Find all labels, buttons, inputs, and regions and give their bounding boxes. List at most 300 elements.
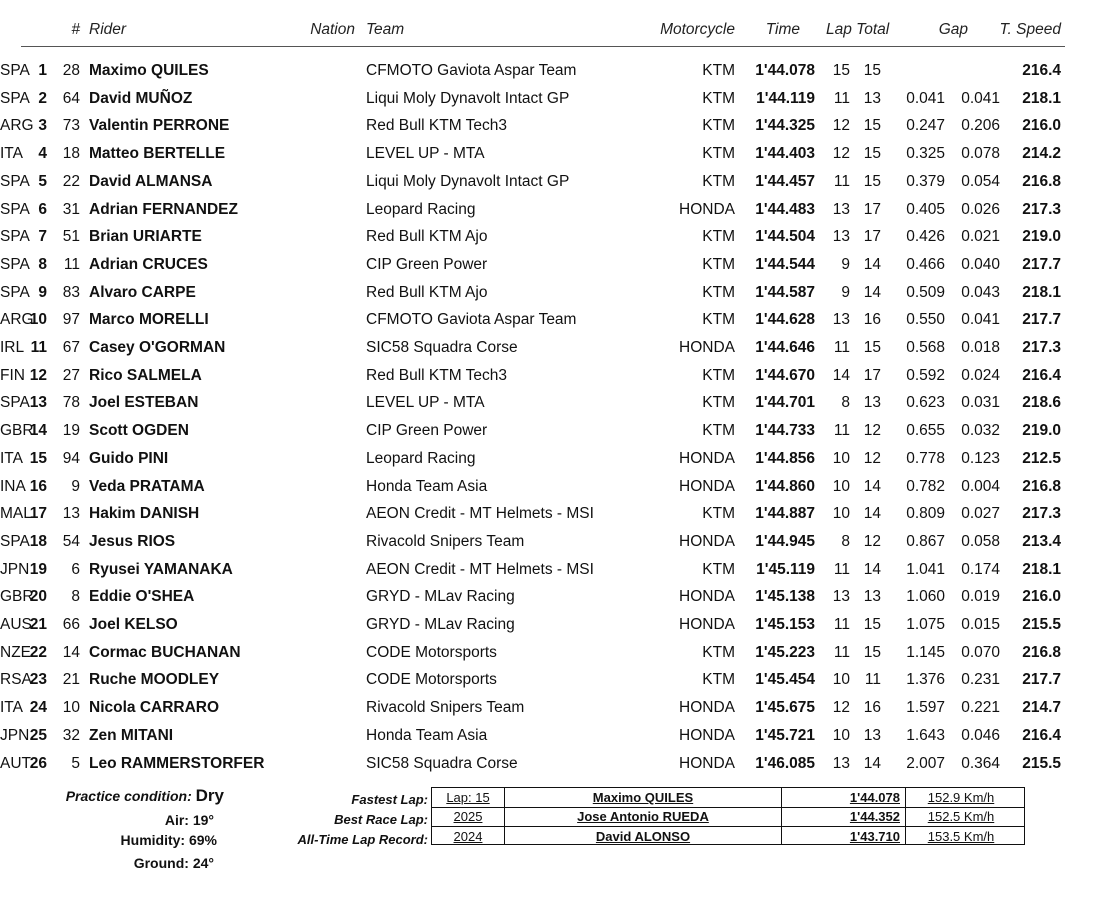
- lap-time: 1'44.646: [755, 339, 815, 356]
- nation: SPA: [0, 394, 30, 412]
- lap-time: 1'44.078: [755, 62, 815, 79]
- best-lap: 10: [832, 671, 850, 689]
- position: 6: [38, 200, 47, 218]
- gap-to-first: 0.247: [906, 117, 945, 135]
- practice-condition-value: Dry: [195, 786, 224, 805]
- motorcycle: HONDA: [679, 754, 735, 772]
- lap-time: 1'45.721: [755, 726, 815, 744]
- top-speed: 217.7: [1022, 311, 1061, 329]
- gap-to-previous: 0.004: [961, 477, 1000, 495]
- gap-to-previous: 0.040: [961, 255, 1000, 273]
- rider-name: Alvaro CARPE: [89, 283, 196, 301]
- best-race-lap-label: Best Race Lap:: [334, 812, 428, 827]
- nation: SPA: [0, 172, 30, 190]
- gap-to-previous: 0.043: [961, 283, 1000, 301]
- header-number: #: [71, 21, 80, 38]
- best-lap: 11: [833, 422, 850, 440]
- rider-name: Matteo BERTELLE: [89, 145, 226, 163]
- motorcycle: HONDA: [679, 588, 735, 606]
- position: 17: [29, 505, 47, 523]
- total-laps: 14: [863, 255, 881, 273]
- record-row-all-time: [432, 825, 1024, 845]
- best-lap: 8: [841, 394, 850, 412]
- total-laps: 16: [863, 311, 881, 329]
- gap-to-first: 0.325: [906, 145, 945, 163]
- team: CODE Motorsports: [366, 671, 497, 689]
- nation: FIN: [0, 366, 25, 384]
- top-speed: 219.0: [1022, 228, 1061, 246]
- fastest-lap-label: Fastest Lap:: [351, 792, 428, 807]
- team: Liqui Moly Dynavolt Intact GP: [366, 89, 570, 107]
- total-laps: 12: [863, 422, 881, 440]
- gap-to-first: 1.145: [906, 643, 945, 661]
- nation: INA: [0, 477, 26, 495]
- gap-to-first: 0.778: [906, 449, 945, 467]
- top-speed: 214.2: [1022, 145, 1061, 163]
- motorcycle: KTM: [702, 311, 735, 329]
- nation: SPA: [0, 62, 30, 79]
- table-row: [0, 85, 1102, 112]
- motorcycle: HONDA: [679, 449, 735, 467]
- rider-number: 11: [63, 255, 80, 273]
- team: GRYD - MLav Racing: [366, 588, 515, 606]
- position: 5: [38, 172, 47, 190]
- record-time: 1'44.352: [849, 809, 900, 824]
- position: 19: [29, 560, 47, 578]
- top-speed: 217.7: [1022, 671, 1061, 689]
- nation: SPA: [0, 255, 30, 273]
- rider-name: Adrian FERNANDEZ: [89, 200, 238, 218]
- practice-condition-label: Practice condition:: [65, 788, 192, 804]
- gap-to-first: 1.376: [906, 671, 945, 689]
- top-speed: 219.0: [1022, 422, 1061, 440]
- top-speed: 216.4: [1022, 726, 1061, 744]
- lap-time: 1'46.085: [755, 754, 815, 772]
- best-lap: 13: [832, 588, 850, 606]
- motorcycle: HONDA: [679, 200, 735, 218]
- motorcycle: KTM: [702, 172, 735, 190]
- best-lap: 9: [841, 255, 850, 273]
- position: 23: [29, 671, 47, 689]
- position: 12: [29, 366, 47, 384]
- record-rider: Jose Antonio RUEDA: [577, 809, 709, 824]
- rider-name: Casey O'GORMAN: [89, 339, 226, 356]
- nation: GBR: [0, 588, 34, 606]
- team: LEVEL UP - MTA: [366, 394, 485, 412]
- lap-time: 1'44.325: [755, 117, 815, 135]
- table-row: [0, 528, 1102, 555]
- top-speed: 217.3: [1022, 200, 1061, 218]
- position: 4: [38, 145, 47, 163]
- gap-to-first: 2.007: [906, 754, 945, 772]
- record-row-best-race-lap: [432, 805, 1024, 825]
- motorcycle: HONDA: [679, 699, 735, 717]
- nation: ITA: [0, 699, 23, 717]
- total-laps: 13: [863, 89, 881, 107]
- best-lap: 13: [832, 311, 850, 329]
- team: Liqui Moly Dynavolt Intact GP: [366, 172, 570, 190]
- nation: MAL: [0, 505, 32, 523]
- header-gap: Gap: [938, 21, 968, 38]
- rider-name: David ALMANSA: [89, 172, 213, 190]
- header-team: Team: [366, 21, 405, 38]
- gap-to-first: 0.655: [906, 422, 945, 440]
- top-speed: 218.1: [1022, 283, 1061, 301]
- records-table: [431, 787, 1025, 845]
- motorcycle: HONDA: [679, 532, 735, 550]
- total-laps: 15: [863, 117, 881, 135]
- rider-number: 28: [62, 62, 80, 79]
- rider-number: 6: [71, 560, 80, 578]
- header-nation: Nation: [310, 21, 355, 38]
- table-row: [0, 140, 1102, 167]
- top-speed: 213.4: [1022, 532, 1061, 550]
- rider-number: 5: [71, 754, 80, 772]
- lap-time: 1'44.504: [755, 228, 815, 246]
- position: 24: [29, 699, 47, 717]
- position: 8: [38, 255, 47, 273]
- rider-name: David MUÑOZ: [89, 89, 193, 107]
- gap-to-first: 1.597: [906, 699, 945, 717]
- table-row: [0, 334, 1102, 361]
- best-lap: 14: [832, 366, 850, 384]
- gap-to-previous: 0.041: [961, 311, 1000, 329]
- top-speed: 218.6: [1022, 394, 1061, 412]
- gap-to-first: 0.041: [906, 89, 945, 107]
- air-temperature: Air: 19°: [164, 812, 214, 828]
- table-row: [0, 251, 1102, 278]
- motorcycle: KTM: [702, 89, 735, 107]
- motorcycle: KTM: [702, 255, 735, 273]
- team: CFMOTO Gaviota Aspar Team: [366, 62, 577, 79]
- best-lap: 9: [841, 283, 850, 301]
- top-speed: 218.1: [1022, 89, 1061, 107]
- table-row: [0, 556, 1102, 583]
- table-row: [0, 445, 1102, 472]
- best-lap: 11: [833, 643, 850, 661]
- table-row: [0, 168, 1102, 195]
- rider-number: 83: [62, 283, 80, 301]
- table-row: [0, 57, 1102, 84]
- rider-name: Guido PINI: [89, 449, 169, 467]
- nation: SPA: [0, 200, 30, 218]
- total-laps: 12: [863, 532, 881, 550]
- gap-to-previous: 0.027: [961, 505, 1000, 523]
- rider-name: Valentin PERRONE: [89, 117, 230, 135]
- total-laps: 15: [863, 643, 881, 661]
- top-speed: 216.4: [1022, 366, 1061, 384]
- record-speed: 152.5 Km/h: [927, 809, 995, 824]
- top-speed: 216.0: [1022, 588, 1061, 606]
- gap-to-first: 0.623: [906, 394, 945, 412]
- motorcycle: KTM: [702, 145, 735, 163]
- top-speed: 216.8: [1022, 172, 1061, 190]
- gap-to-previous: 0.026: [961, 200, 1000, 218]
- position: 18: [29, 532, 47, 550]
- best-lap: 10: [832, 505, 850, 523]
- position: 1: [38, 62, 47, 79]
- position: 26: [29, 754, 47, 772]
- top-speed: 216.8: [1022, 643, 1061, 661]
- rider-number: 54: [62, 532, 80, 550]
- rider-name: Eddie O'SHEA: [89, 588, 195, 606]
- header-motorcycle: Motorcycle: [660, 21, 735, 38]
- team: AEON Credit - MT Helmets - MSI: [366, 505, 594, 523]
- rider-name: Joel ESTEBAN: [89, 394, 199, 412]
- team: Red Bull KTM Tech3: [366, 117, 507, 135]
- top-speed: 217.3: [1022, 505, 1061, 523]
- total-laps: 14: [863, 505, 881, 523]
- nation: ARG: [0, 117, 34, 135]
- header-time: Time: [765, 21, 800, 38]
- rider-number: 22: [62, 172, 80, 190]
- lap-time: 1'44.670: [755, 366, 815, 384]
- gap-to-first: 0.405: [906, 200, 945, 218]
- lap-time: 1'44.587: [755, 283, 815, 301]
- total-laps: 14: [863, 560, 881, 578]
- motorcycle: HONDA: [679, 339, 735, 356]
- gap-to-first: 0.426: [906, 228, 945, 246]
- rider-number: 78: [62, 394, 80, 412]
- rider-number: 8: [71, 588, 80, 606]
- nation: ITA: [0, 145, 23, 163]
- gap-to-first: 0.568: [906, 339, 945, 356]
- best-lap: 8: [841, 532, 850, 550]
- top-speed: 215.5: [1022, 754, 1061, 772]
- position: 2: [38, 89, 47, 107]
- top-speed: 214.7: [1022, 699, 1061, 717]
- rider-name: Brian URIARTE: [89, 228, 202, 246]
- gap-to-previous: 0.078: [961, 145, 1000, 163]
- total-laps: 15: [863, 172, 881, 190]
- record-lap: Lap: 15: [446, 790, 490, 805]
- nation: JPN: [0, 560, 30, 578]
- total-laps: 13: [863, 726, 881, 744]
- rider-number: 19: [62, 422, 80, 440]
- total-laps: 15: [863, 145, 881, 163]
- position: 7: [38, 228, 47, 246]
- record-rider: Maximo QUILES: [592, 790, 694, 805]
- lap-time: 1'44.403: [755, 145, 815, 163]
- rider-name: Maximo QUILES: [89, 62, 209, 79]
- best-lap: 10: [832, 449, 850, 467]
- table-row: [0, 417, 1102, 444]
- team: Honda Team Asia: [366, 726, 488, 744]
- gap-to-previous: 0.019: [961, 588, 1000, 606]
- table-row: [0, 279, 1102, 306]
- best-lap: 10: [832, 477, 850, 495]
- lap-time: 1'44.119: [756, 89, 815, 107]
- best-lap: 11: [833, 172, 850, 190]
- record-row-fastest-lap: [432, 786, 1024, 806]
- nation: IRL: [0, 339, 25, 356]
- gap-to-previous: 0.221: [961, 699, 1000, 717]
- humidity: Humidity: 69%: [120, 832, 217, 848]
- lap-time: 1'45.138: [755, 588, 815, 606]
- best-lap: 11: [833, 616, 850, 633]
- nation: ARG: [0, 311, 34, 329]
- top-speed: 216.8: [1022, 477, 1061, 495]
- rider-number: 9: [71, 477, 80, 495]
- motorcycle: KTM: [702, 228, 735, 246]
- rider-name: Ruche MOODLEY: [89, 671, 220, 689]
- gap-to-previous: 0.364: [961, 754, 1000, 772]
- header-divider: [21, 46, 1065, 47]
- gap-to-first: 1.060: [906, 588, 945, 606]
- gap-to-previous: 0.058: [961, 532, 1000, 550]
- header-lap-total: Lap Total: [826, 21, 890, 38]
- table-row: [0, 223, 1102, 250]
- best-lap: 12: [832, 145, 850, 163]
- top-speed: 216.4: [1022, 62, 1061, 79]
- ground-temperature: Ground: 24°: [133, 855, 214, 871]
- best-lap: 10: [832, 726, 850, 744]
- rider-name: Marco MORELLI: [89, 311, 209, 329]
- team: Rivacold Snipers Team: [366, 699, 525, 717]
- total-laps: 14: [863, 477, 881, 495]
- position: 11: [30, 339, 47, 356]
- total-laps: 17: [863, 366, 881, 384]
- best-lap: 13: [832, 754, 850, 772]
- rider-number: 32: [62, 726, 80, 744]
- rider-name: Zen MITANI: [89, 726, 174, 744]
- gap-to-first: 0.867: [906, 532, 945, 550]
- lap-time: 1'45.119: [756, 560, 815, 578]
- nation: JPN: [0, 726, 30, 744]
- best-lap: 11: [833, 89, 850, 107]
- table-row: [0, 306, 1102, 333]
- motorcycle: KTM: [702, 643, 735, 661]
- total-laps: 14: [863, 283, 881, 301]
- gap-to-first: 0.509: [906, 283, 945, 301]
- nation: NZE: [0, 643, 31, 661]
- team: CIP Green Power: [366, 255, 488, 273]
- motorcycle: HONDA: [679, 616, 735, 633]
- position: 20: [29, 588, 47, 606]
- total-laps: 15: [863, 616, 881, 633]
- team: Rivacold Snipers Team: [366, 532, 525, 550]
- header-rider: Rider: [89, 21, 127, 38]
- team: CODE Motorsports: [366, 643, 497, 661]
- top-speed: 217.7: [1022, 255, 1061, 273]
- team: GRYD - MLav Racing: [366, 616, 515, 633]
- team: Red Bull KTM Ajo: [366, 283, 488, 301]
- lap-time: 1'44.483: [755, 200, 815, 218]
- position: 10: [29, 311, 47, 329]
- nation: SPA: [0, 89, 30, 107]
- table-row: [0, 639, 1102, 666]
- total-laps: 12: [863, 449, 881, 467]
- team: Leopard Racing: [366, 449, 476, 467]
- rider-name: Rico SALMELA: [89, 366, 202, 384]
- top-speed: 215.5: [1022, 616, 1061, 633]
- position: 9: [38, 283, 47, 301]
- practice-condition: [40, 786, 224, 806]
- nation: RSA: [0, 671, 32, 689]
- position: 22: [29, 643, 47, 661]
- nation: GBR: [0, 422, 34, 440]
- team: LEVEL UP - MTA: [366, 145, 485, 163]
- record-rider: David ALONSO: [595, 829, 691, 844]
- team: CIP Green Power: [366, 422, 488, 440]
- total-laps: 15: [863, 62, 881, 79]
- lap-time: 1'44.628: [755, 311, 815, 329]
- rider-name: Adrian CRUCES: [89, 255, 208, 273]
- motorcycle: KTM: [702, 422, 735, 440]
- rider-number: 27: [62, 366, 80, 384]
- gap-to-previous: 0.041: [961, 89, 1000, 107]
- gap-to-first: 1.643: [906, 726, 945, 744]
- table-row: [0, 694, 1102, 721]
- table-row: [0, 611, 1102, 638]
- gap-to-first: 0.592: [906, 366, 945, 384]
- gap-to-previous: 0.031: [961, 394, 1000, 412]
- rider-number: 66: [62, 616, 80, 633]
- total-laps: 11: [864, 671, 881, 689]
- record-speed: 152.9 Km/h: [927, 790, 995, 805]
- total-laps: 13: [863, 588, 881, 606]
- rider-name: Nicola CARRARO: [89, 699, 220, 717]
- team: Red Bull KTM Ajo: [366, 228, 488, 246]
- rider-number: 67: [62, 339, 80, 356]
- total-laps: 16: [863, 699, 881, 717]
- gap-to-first: 1.041: [906, 560, 945, 578]
- total-laps: 15: [863, 339, 881, 356]
- record-time: 1'43.710: [849, 829, 900, 844]
- all-time-lap-record-label: All-Time Lap Record:: [297, 832, 428, 847]
- nation: SPA: [0, 283, 30, 301]
- gap-to-previous: 0.018: [961, 339, 1000, 356]
- motorcycle: KTM: [702, 366, 735, 384]
- total-laps: 17: [863, 228, 881, 246]
- best-lap: 15: [832, 62, 850, 79]
- best-lap: 11: [833, 560, 850, 578]
- rider-name: Leo RAMMERSTORFER: [89, 754, 265, 772]
- position: 14: [29, 422, 47, 440]
- top-speed: 216.0: [1022, 117, 1061, 135]
- position: 15: [29, 449, 47, 467]
- total-laps: 13: [863, 394, 881, 412]
- gap-to-previous: 0.046: [961, 726, 1000, 744]
- gap-to-previous: 0.174: [961, 560, 1000, 578]
- total-laps: 17: [863, 200, 881, 218]
- team: SIC58 Squadra Corse: [366, 754, 518, 772]
- lap-time: 1'45.153: [755, 616, 815, 633]
- record-time: 1'44.078: [849, 790, 900, 805]
- table-row: [0, 473, 1102, 500]
- record-year: 2025: [453, 809, 483, 824]
- rider-number: 14: [62, 643, 80, 661]
- best-lap: 12: [832, 699, 850, 717]
- best-lap: 13: [832, 200, 850, 218]
- position: 21: [29, 616, 47, 633]
- gap-to-first: 0.379: [906, 172, 945, 190]
- rider-number: 73: [62, 117, 80, 135]
- gap-to-previous: 0.054: [961, 172, 1000, 190]
- team: Honda Team Asia: [366, 477, 488, 495]
- rider-name: Ryusei YAMANAKA: [89, 560, 233, 578]
- motorcycle: KTM: [702, 671, 735, 689]
- lap-time: 1'45.675: [755, 699, 815, 717]
- position: 3: [38, 117, 47, 135]
- top-speed: 212.5: [1022, 449, 1061, 467]
- nation: AUS: [0, 616, 32, 633]
- team: AEON Credit - MT Helmets - MSI: [366, 560, 594, 578]
- position: 16: [29, 477, 47, 495]
- table-row: [0, 196, 1102, 223]
- table-row: [0, 362, 1102, 389]
- rider-name: Jesus RIOS: [89, 532, 176, 550]
